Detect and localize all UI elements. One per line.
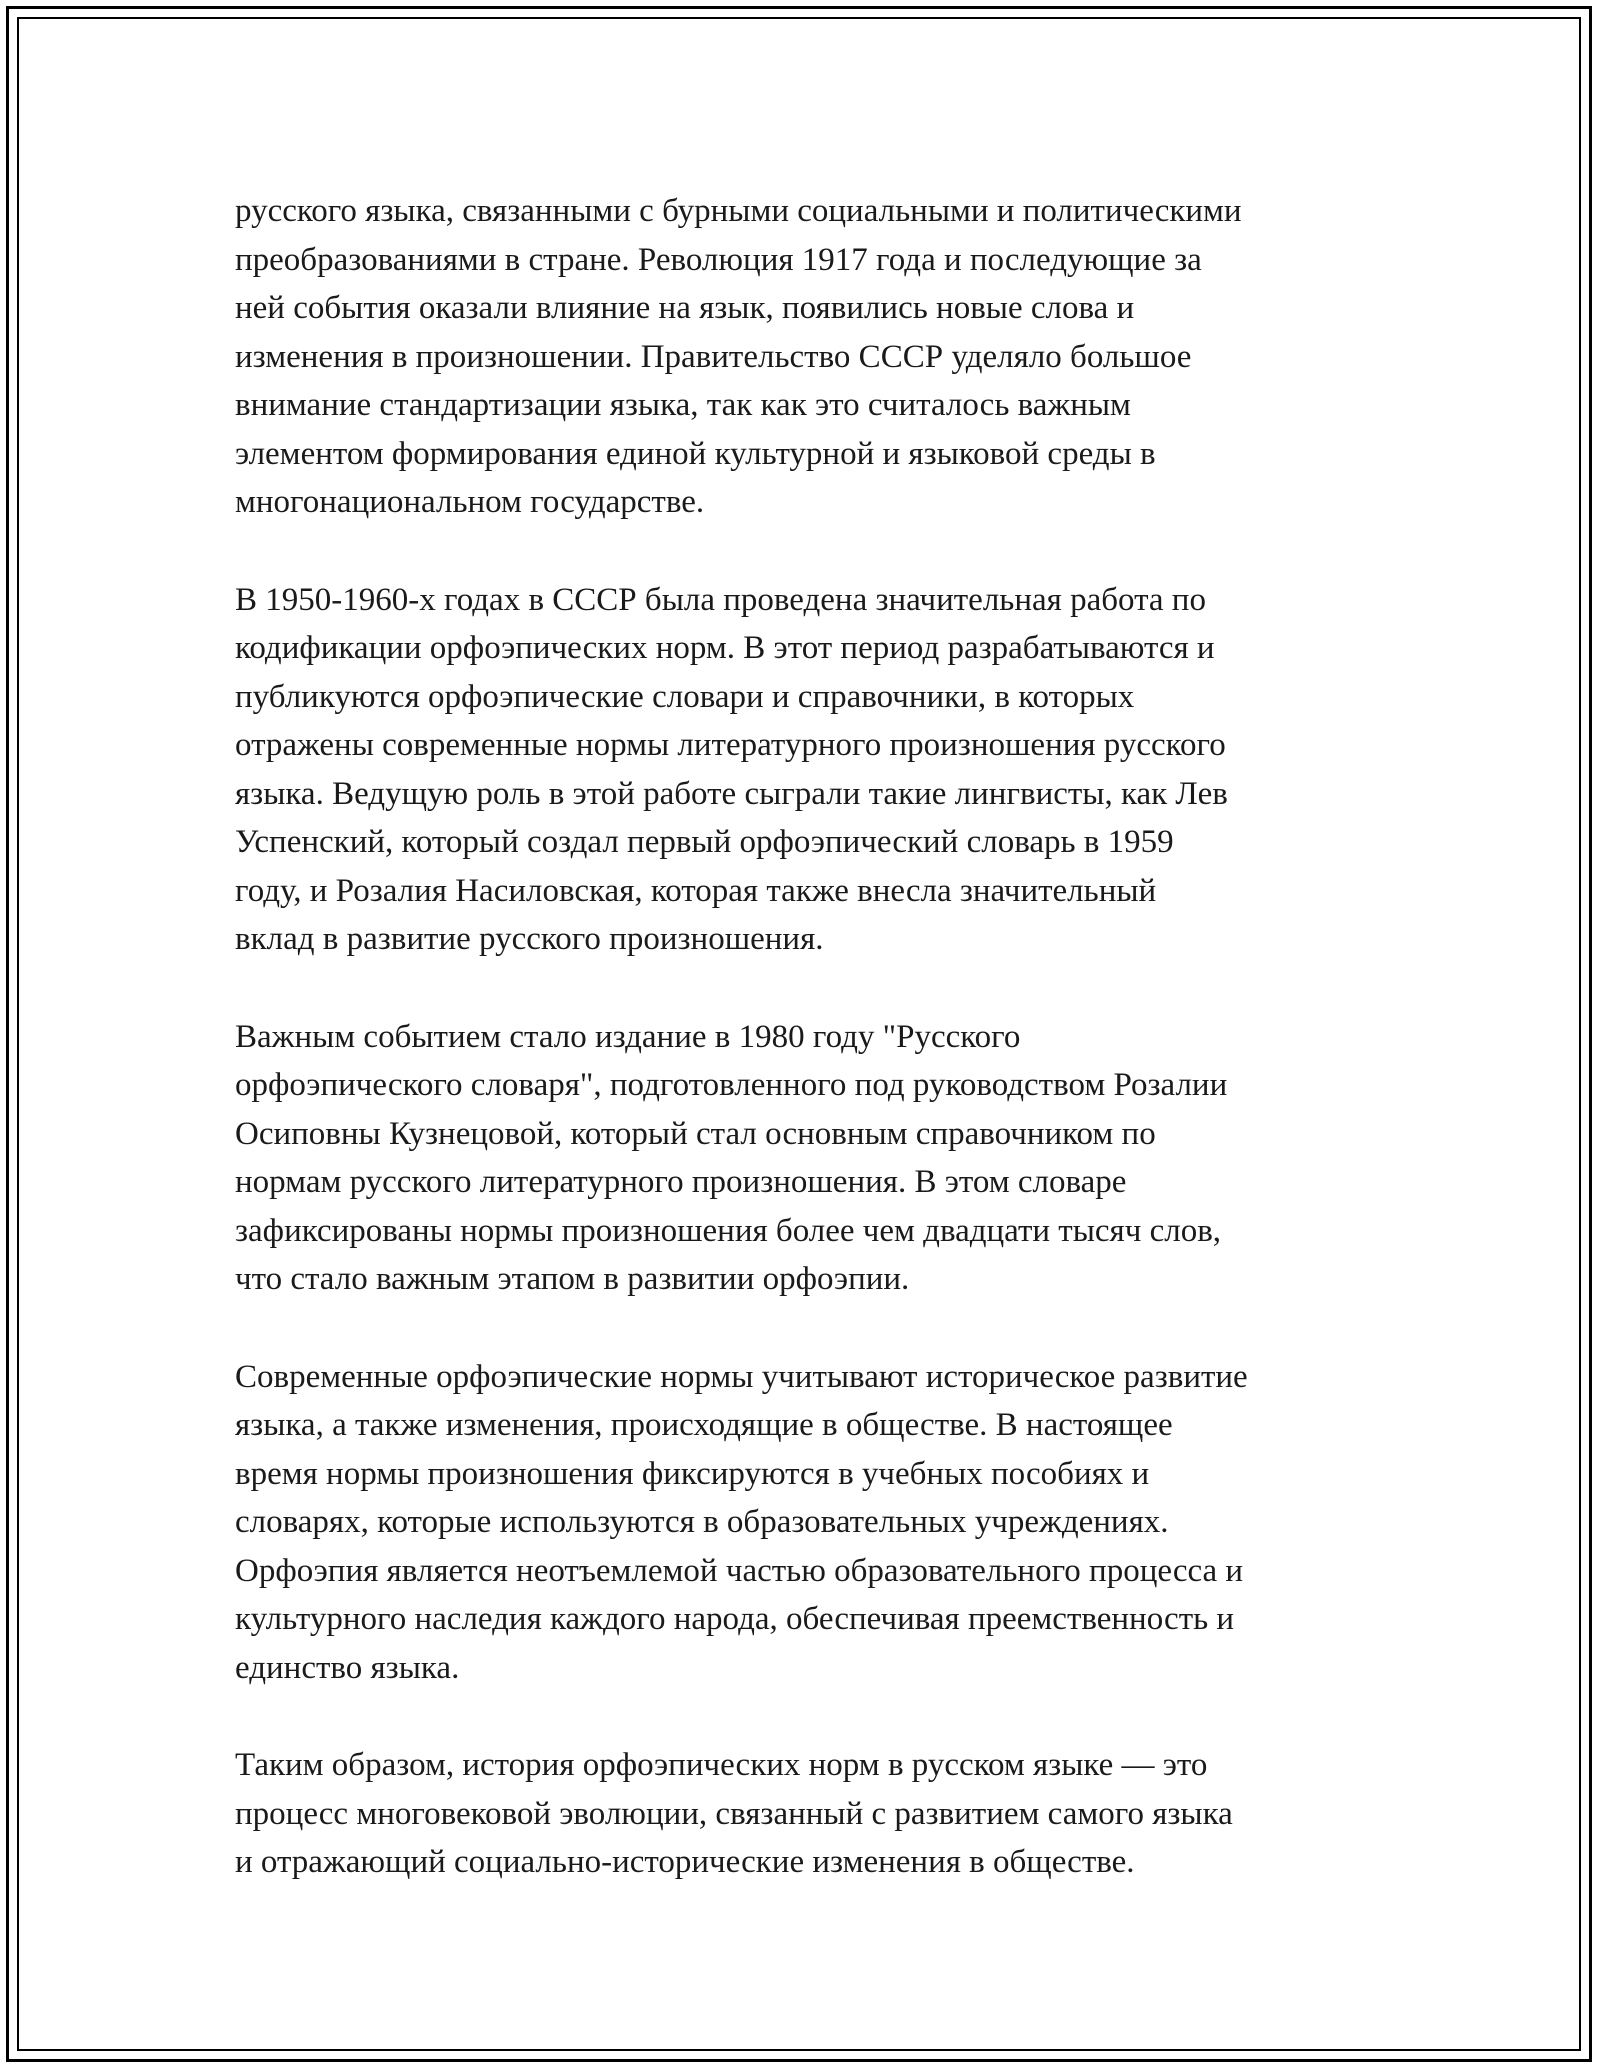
paragraph-5: Таким образом, история орфоэпических норм в русском языке — это процесс многовековой эволюции, связанный с развитием самого языка и отражающий социально-исторические изменения в обществе. — [235, 1747, 1233, 1880]
paragraph-4: Современные орфоэпические нормы учитывают историческое развитие языка, а также изменения, происходящие в обществе. В настоящее время нормы произношения фиксируются в учебных пособиях и словарях, которые используются в образовательных учреждениях. Орфоэпия является неотъемлемой частью образовательного процесса и культурного наследия каждого народа, обеспечивая преемственность и единство языка. — [235, 1358, 1248, 1686]
document-body — [235, 187, 1375, 1936]
paragraph-1: русского языка, связанными с бурными социальными и политическими преобразованиями в стране. Революция 1917 года и последующие за ней события оказали влияние на язык, появились новые слова и изменения в произношении. Правительство СССР уделяло большое внимание стандартизации языка, так как это считалось важным элементом формирования единой культурной и языковой среды в многонациональном государстве. — [235, 193, 1242, 520]
paragraph-3: Важным событием стало издание в 1980 году "Русского орфоэпического словаря", подготовленного под руководством Розалии Осиповны Кузнецовой, который стал основным справочником по нормам русского литературного произношения. В этом словаре зафиксированы нормы произношения более чем двадцати тысяч слов, что стало важным этапом в развитии орфоэпии. — [235, 1018, 1228, 1297]
paragraph-2: В 1950-1960-х годах в СССР была проведена значительная работа по кодификации орфоэпических норм. В этот период разрабатываются и публикуются орфоэпические словари и справочники, в которых отражены современные нормы литературного произношения русского языка. Ведущую роль в этой работе сыграли такие лингвисты, как Лев Успенский, который создал первый орфоэпический словарь в 1959 году, и Розалия Насиловская, которая также внесла значительный вклад в развитие русского произношения. — [235, 581, 1228, 957]
